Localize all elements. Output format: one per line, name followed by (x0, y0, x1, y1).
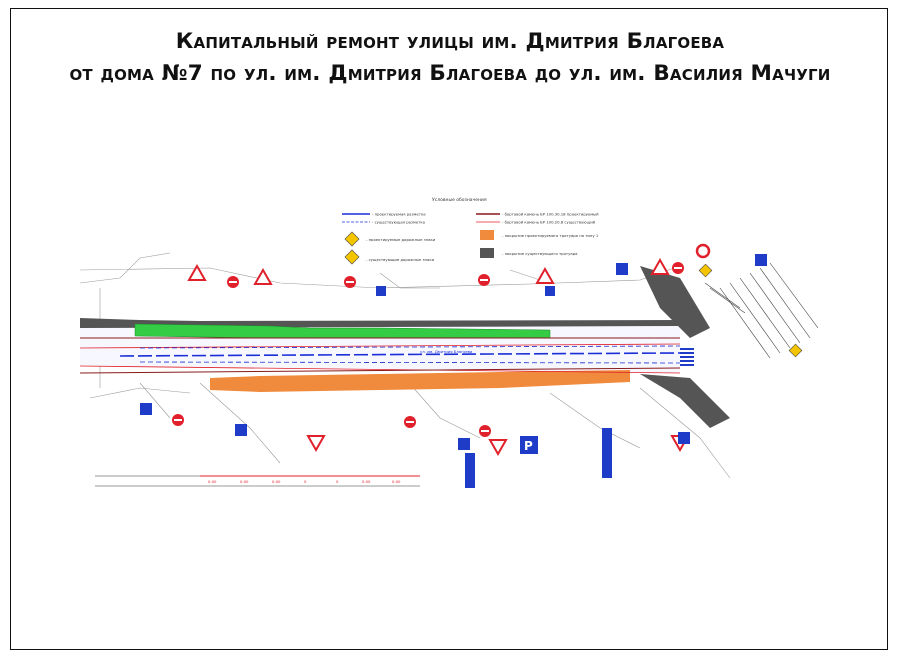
scale-bar (95, 476, 420, 486)
sign-no-entry-icon (697, 245, 709, 257)
legend (342, 197, 599, 264)
legend-projected-sidewalk-swatch (480, 230, 494, 240)
scale-value: 0 (336, 479, 339, 484)
legend-projected-sign-icon (345, 232, 359, 246)
page-title (0, 26, 900, 90)
sign-triangle-down-icon (308, 436, 324, 450)
legend-item: - покрытие проектируемого тротуара по типу 1 (502, 233, 599, 238)
svg-text:P: P (524, 439, 533, 453)
sign-blue-stack-icon (545, 286, 555, 296)
sign-no-entry-icon (227, 276, 239, 288)
legend-item: - проектируемая разметка (372, 211, 426, 217)
title-line-1: Капитальный ремонт улицы им. Дмитрия Благоева (175, 29, 725, 54)
sign-no-entry-icon (672, 262, 684, 274)
street-label: ул. им. Дмитрия Благоева (420, 349, 473, 354)
sign-triangle-icon (537, 269, 553, 283)
sign-blue-stack-icon (602, 428, 612, 478)
sign-priority-road-icon (699, 264, 712, 277)
sign-no-entry-icon (478, 274, 490, 286)
crosswalk (680, 348, 694, 366)
intersection-hatching (705, 263, 818, 358)
sign-no-entry-icon (344, 276, 356, 288)
sign-blue-stack-icon (376, 286, 386, 296)
sign-no-entry-icon (479, 425, 491, 437)
legend-item: - бортовой камень БР 100.30.18 проектируемый (502, 211, 599, 217)
sign-blue-square-icon (755, 254, 767, 266)
sign-parking-icon (520, 436, 538, 454)
scale-value: 0.00 (240, 479, 249, 484)
legend-item: - существующая разметка (372, 219, 425, 225)
legend-item: - бортовой камень БР 100.20.8 существующий (502, 219, 596, 225)
roadway (80, 263, 818, 428)
legend-item: - проектируемые дорожные знаки (366, 237, 436, 242)
sign-blue-square-icon (235, 424, 247, 436)
scale-value: 0.00 (208, 479, 217, 484)
legend-existing-sidewalk-swatch (480, 248, 494, 258)
sign-blue-stack-icon (465, 453, 475, 488)
scale-value: 0.00 (272, 479, 281, 484)
sign-triangle-icon (652, 260, 668, 274)
sign-triangle-icon (255, 270, 271, 284)
scale-value: 0.00 (392, 479, 401, 484)
legend-item: - покрытие существующего тротуара (502, 251, 578, 256)
legend-item: - существующие дорожные знаки (366, 257, 435, 262)
title-line-2: от дома №7 по ул. им. Дмитрия Благоева до ул. им. Василия Мачуги (69, 61, 831, 86)
sign-blue-square-icon (678, 432, 690, 444)
sign-blue-square-icon (458, 438, 470, 450)
sign-blue-square-icon (140, 403, 152, 415)
legend-caption: Условные обозначения (432, 198, 487, 203)
scale-value: 0.00 (362, 479, 371, 484)
scale-value: 0 (304, 479, 307, 484)
orange-zone-bottom (210, 370, 630, 392)
road-plan-drawing (80, 188, 818, 493)
sign-no-entry-icon (404, 416, 416, 428)
sign-no-entry-icon (172, 414, 184, 426)
sign-triangle-down-icon (490, 440, 506, 454)
sign-blue-square-icon (616, 263, 628, 275)
sign-priority-road-icon (789, 344, 802, 357)
legend-existing-sign-icon (345, 250, 359, 264)
